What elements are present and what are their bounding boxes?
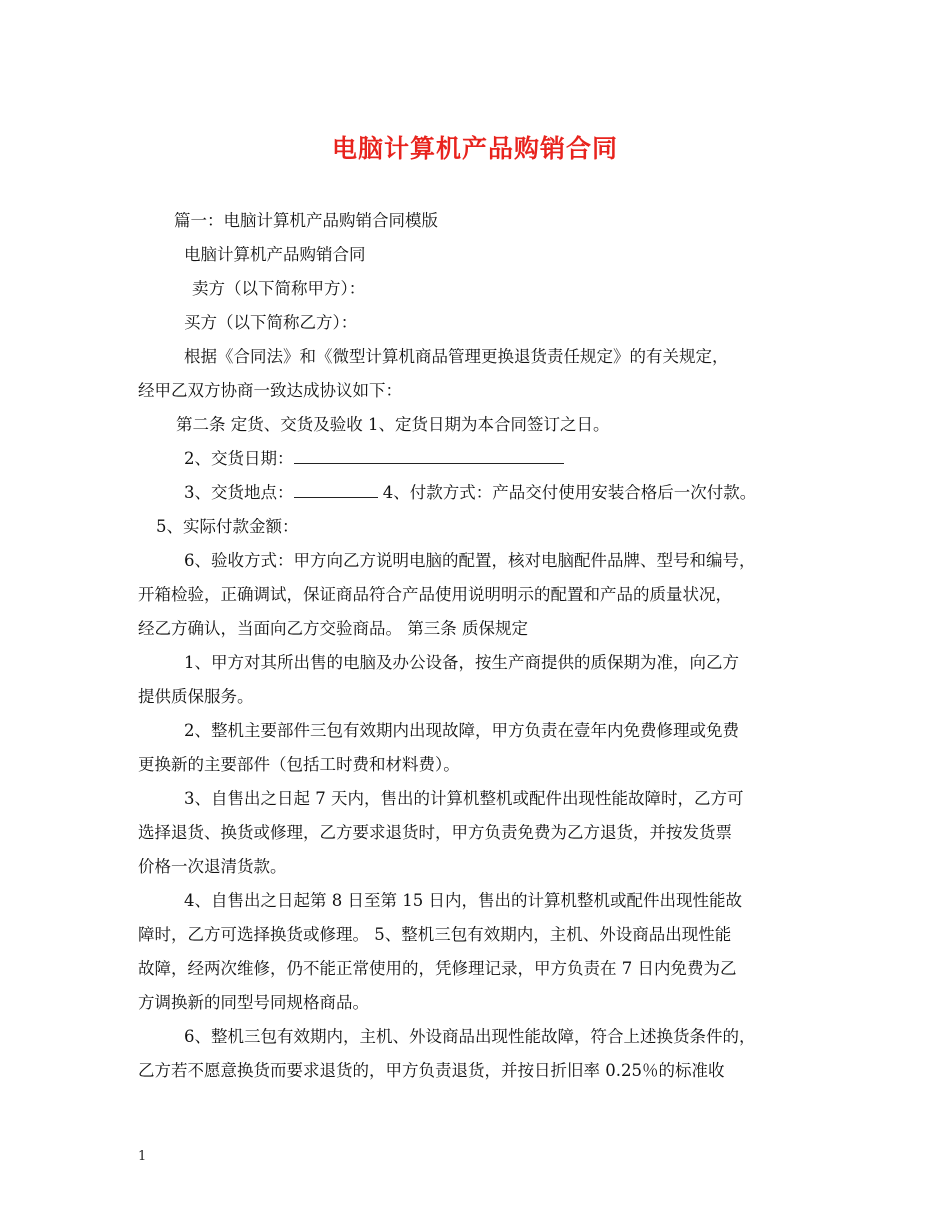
document-title: 电脑计算机产品购销合同 (331, 134, 618, 163)
text-line (138, 884, 830, 918)
text-line (138, 680, 830, 714)
line-text: 买方（以下简称乙方）： (184, 313, 358, 332)
text-line (138, 1054, 830, 1088)
text-line (138, 204, 830, 238)
text-line (138, 408, 830, 442)
line-text-after-blank: 4、付款方式：产品交付使用安装合格后一次付款。 (377, 483, 757, 502)
line-text: 1、甲方对其所出售的电脑及办公设备，按生产商提供的质保期为准，向乙方 (184, 653, 739, 672)
line-text: 4、自售出之日起第 8 日至第 15 日内，售出的计算机整机或配件出现性能故 (184, 891, 742, 910)
line-text: 3、自售出之日起 7 天内，售出的计算机整机或配件出现性能故障时，乙方可 (184, 789, 744, 808)
line-text: 障时，乙方可选择换货或修理。 5、整机三包有效期内，主机、外设商品出现性能 (138, 925, 732, 944)
line-text: 经乙方确认，当面向乙方交验商品。 第三条 质保规定 (138, 619, 528, 638)
text-line (138, 714, 830, 748)
text-line (138, 850, 830, 884)
fill-in-blank (294, 479, 378, 498)
text-line (138, 646, 830, 680)
line-text: 根据《合同法》和《微型计算机商品管理更换退货责任规定》的有关规定， (184, 347, 729, 366)
line-text: 3、交货地点： (184, 483, 294, 502)
page-number: 1 (138, 1149, 147, 1164)
text-line (138, 340, 830, 374)
text-line (138, 476, 830, 510)
line-text: 2、交货日期： (184, 449, 294, 468)
text-line (138, 952, 830, 986)
text-line (138, 782, 830, 816)
text-line (138, 986, 830, 1020)
line-text: 篇一：电脑计算机产品购销合同模版 (174, 211, 438, 230)
line-text: 开箱检验，正确调试，保证商品符合产品使用说明明示的配置和产品的质量状况， (138, 585, 732, 604)
line-text: 2、整机主要部件三包有效期内出现故障，甲方负责在壹年内免费修理或免费 (184, 721, 739, 740)
text-line (138, 306, 830, 340)
line-text: 方调换新的同型号同规格商品。 (138, 993, 369, 1012)
text-line (138, 748, 830, 782)
line-text: 6、整机三包有效期内，主机、外设商品出现性能故障，符合上述换货条件的， (184, 1027, 756, 1046)
line-text: 故障，经两次维修，仍不能正常使用的，凭修理记录，甲方负责在 7 日内免费为乙 (138, 959, 737, 978)
line-text: 6、验收方式：甲方向乙方说明电脑的配置，核对电脑配件品牌、型号和编号， (184, 551, 756, 570)
line-text: 乙方若不愿意换货而要求退货的，甲方负责退货，并按日折旧率 0.25％的标准收 (138, 1061, 725, 1080)
line-text: 价格一次退清货款。 (138, 857, 287, 876)
line-text: 提供质保服务。 (138, 687, 254, 706)
text-line (138, 544, 830, 578)
line-text: 选择退货、换货或修理，乙方要求退货时，甲方负责免费为乙方退货，并按发货票 (138, 823, 732, 842)
text-line (138, 578, 830, 612)
text-line (138, 510, 830, 544)
text-line (138, 238, 830, 272)
line-text: 第二条 定货、交货及验收 1、定货日期为本合同签订之日。 (176, 415, 610, 434)
line-text: 电脑计算机产品购销合同 (184, 245, 366, 264)
text-line (138, 918, 830, 952)
text-line (138, 816, 830, 850)
line-text: 更换新的主要部件（包括工时费和材料费）。 (138, 755, 460, 774)
text-line (138, 612, 830, 646)
text-line (138, 272, 830, 306)
document-body (138, 204, 830, 1088)
line-text: 卖方（以下简称甲方）： (192, 279, 366, 298)
text-line (138, 442, 830, 476)
fill-in-blank (294, 445, 564, 464)
line-text: 经甲乙双方协商一致达成协议如下： (138, 381, 402, 400)
text-line (138, 1020, 830, 1054)
text-line (138, 374, 830, 408)
line-text: 5、实际付款金额： (156, 517, 299, 536)
